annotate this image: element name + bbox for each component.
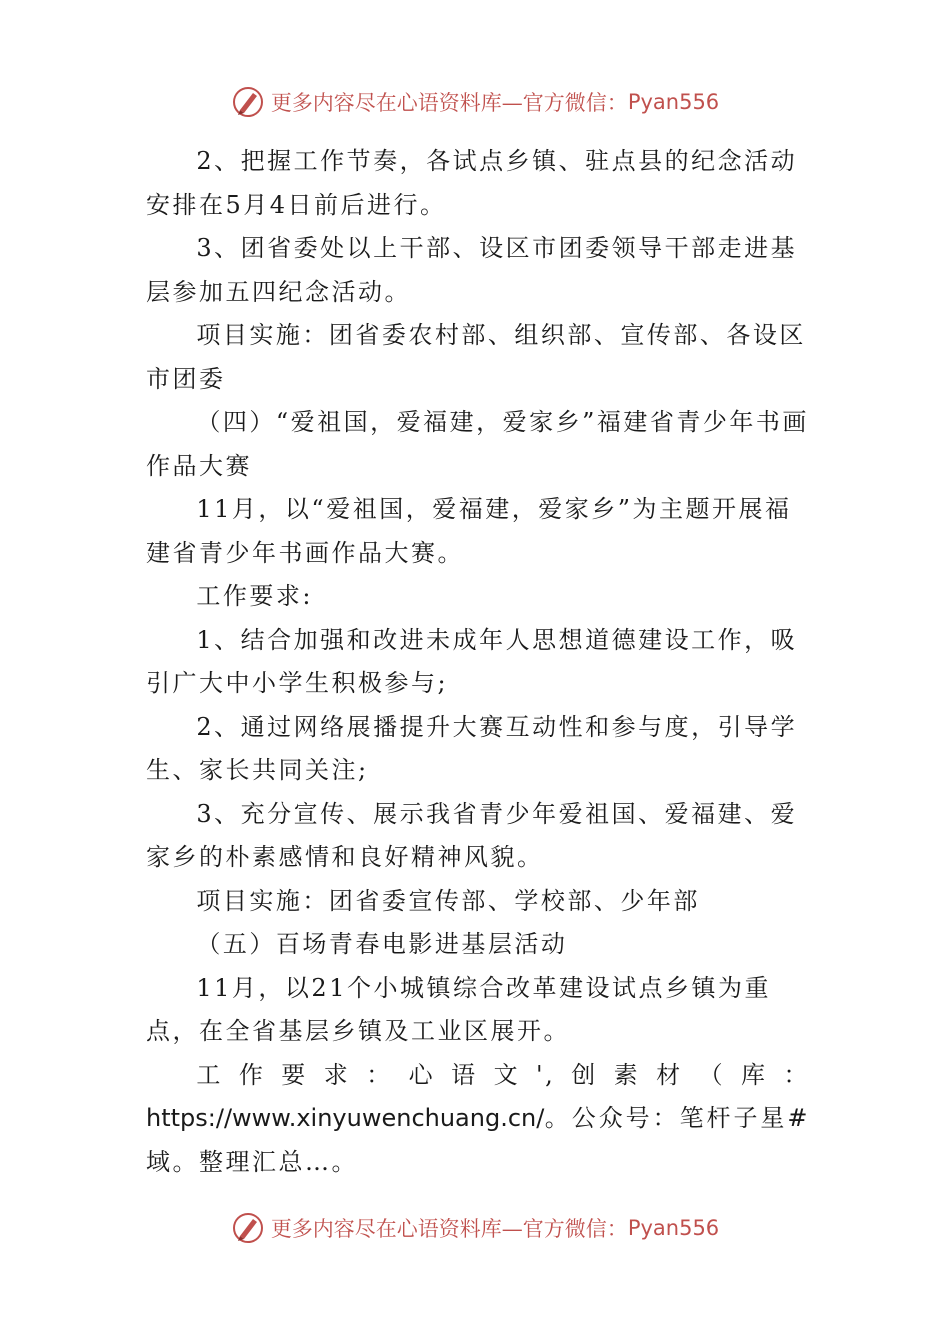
- paragraph: 工作要求:: [196, 582, 313, 610]
- paragraph: 11月，以21个小城镇综合改革建设试点乡镇为重点，在全省基层乡镇及工业区展开。: [146, 973, 771, 1045]
- pen-circle-logo-icon: [231, 85, 265, 119]
- paragraph-lead: 工作要求：心语文',创素材（库：: [196, 1060, 810, 1089]
- paragraph: 项目实施：团省委农村部、组织部、宣传部、各设区市团委: [146, 321, 806, 393]
- banner-text: 更多内容尽在心语资料库—官方微信：: [270, 91, 628, 115]
- paragraph: 3、充分宣传、展示我省青少年爱祖国、爱福建、爱家乡的朴素感情和良好精神风貌。: [146, 799, 798, 871]
- pen-circle-logo-icon: [231, 1211, 265, 1245]
- section-heading: （四）“爱祖国，爱福建，爱家乡”福建省青少年书画作品大赛: [146, 408, 809, 480]
- paragraph: 项目实施：团省委宣传部、学校部、少年部: [196, 886, 700, 915]
- banner-wechat-id: Pyan556: [627, 90, 720, 114]
- banner-wechat-id: Pyan556: [627, 1216, 720, 1240]
- paragraph: 3、团省委处以上干部、设区市团委领导干部走进基层参加五四纪念活动。: [146, 234, 798, 306]
- paragraph: 11月，以“爱祖国，爱福建，爱家乡”为主题开展福建省青少年书画作品大赛。: [146, 495, 792, 567]
- banner-text: 更多内容尽在心语资料库—官方微信：: [270, 1217, 628, 1241]
- paragraph-with-link: [146, 1054, 810, 1185]
- paragraph: 2、通过网络展播提升大赛互动性和参与度，引导学生、家长共同关注;: [146, 712, 798, 784]
- section-heading: （五）百场青春电影进基层活动: [196, 930, 568, 958]
- footer-watermark-banner: [0, 1208, 950, 1248]
- website-link[interactable]: https://www.xinyuwenchuang.cn/: [146, 1104, 545, 1132]
- paragraph-tail: 。公众号：笔杆子星#域。整理汇总…。: [146, 1104, 810, 1176]
- document-body: [146, 140, 810, 1184]
- paragraph: 1、结合加强和改进未成年人思想道德建设工作，吸引广大中小学生积极参与;: [146, 625, 798, 697]
- paragraph: 2、把握工作节奏，各试点乡镇、驻点县的纪念活动安排在5月4日前后进行。: [146, 147, 798, 219]
- header-watermark-banner: [0, 82, 950, 122]
